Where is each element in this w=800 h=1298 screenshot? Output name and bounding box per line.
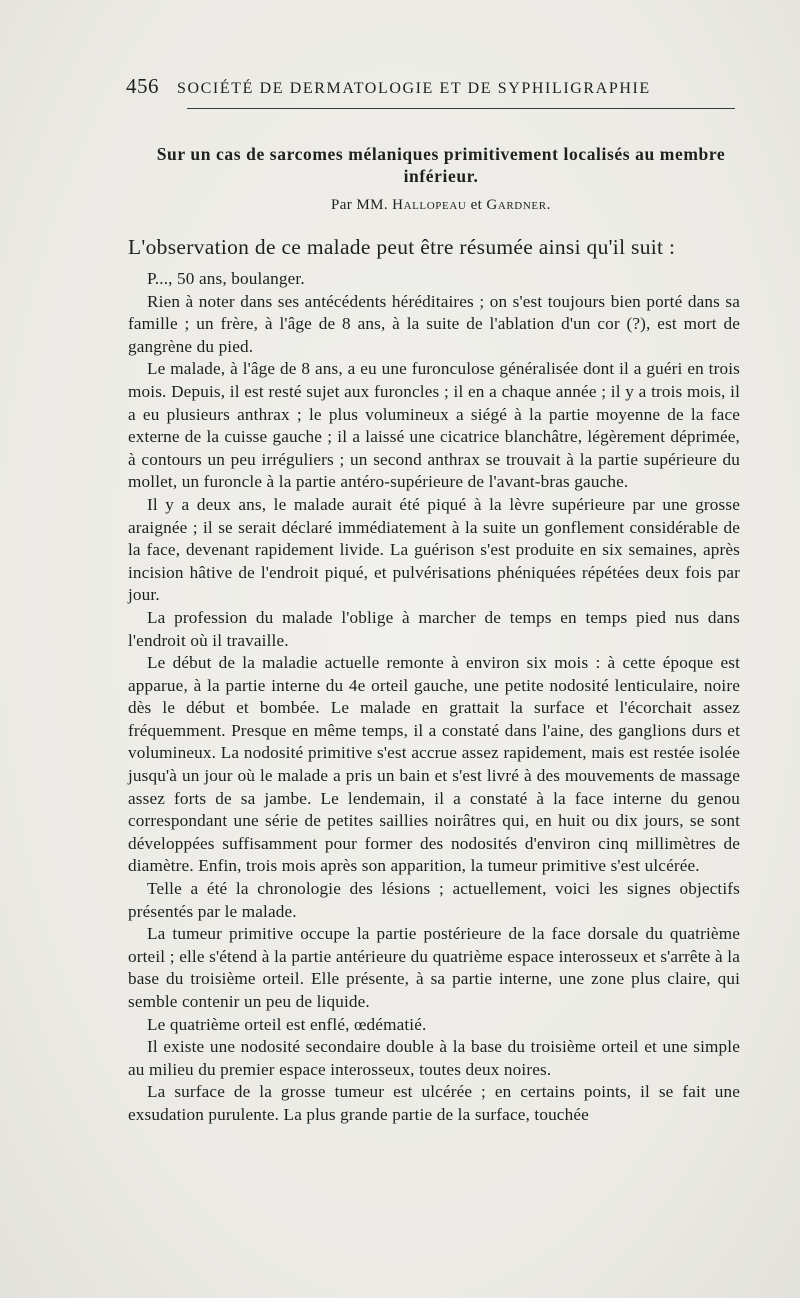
paragraph-fourth-toe: Le quatrième orteil est enflé, œdématié. xyxy=(147,1014,427,1034)
article-authors xyxy=(128,197,754,214)
paragraph-spider-bite: Il y a deux ans, le malade aurait été piqué à la lèvre supérieure par une grosse araignée ; il se serait déclaré immédiatement à la suite un gonflement considérable de la face, devenant rapidement livide. La guérison s'est produite en six semaines, après incision hâtive de l'endroit piqué, et pulvérisations phéniquées répétées deux fois par jour. xyxy=(128,494,740,605)
paragraph-secondary-nodules: Il existe une nodosité secondaire double à la base du troisième orteil et une simple au milieu du premier espace interosseux, toutes deux noires. xyxy=(128,1037,740,1079)
authors-prefix: Par MM. xyxy=(331,197,388,213)
page-header xyxy=(126,74,736,100)
page-number: 456 xyxy=(126,74,159,98)
paragraph-chronology: Telle a été la chronologie des lésions ; actuellement, voici les signes objectifs présentés par le malade. xyxy=(128,879,740,921)
lead-sentence: L'observation de ce malade peut être résumée ainsi qu'il suit : xyxy=(128,235,676,259)
author-gardner: Gardner. xyxy=(486,197,551,213)
article-body xyxy=(128,268,740,1127)
author-hallopeau: Hallopeau xyxy=(392,197,467,213)
article-title: Sur un cas de sarcomes mélaniques primitivement localisés au membre inférieur. xyxy=(156,144,726,186)
paragraph-furunculosis: Le malade, à l'âge de 8 ans, a eu une furonculose généralisée dont il a guéri en trois mois. Depuis, il est resté sujet aux furoncles ; il en a chaque année ; il y a trois mois, il a eu plusieurs anthrax ; le plus volumineux a siégé à la partie moyenne de la face externe de la cuisse gauche ; il a laissé une cicatrice blanchâtre, légèrement déprimée, à contours un peu irréguliers ; un second anthrax se trouvait à la partie supérieure du mollet, un furoncle à la partie antéro-supérieure de l'avant-bras gauche. xyxy=(128,359,740,492)
paragraph-primary-tumor: La tumeur primitive occupe la partie postérieure de la face dorsale du quatrième orteil ; elle s'étend à la partie antérieure du quatrième espace interosseux et s'arrête à la base du troisième orteil. Elle présente, à sa partie interne, une zone plus claire, qui semble contenir un peu de liquide. xyxy=(128,924,740,1011)
header-rule xyxy=(187,108,735,109)
paragraph-patient: P..., 50 ans, boulanger. xyxy=(147,269,305,288)
paragraph-ulceration: La surface de la grosse tumeur est ulcérée ; en certains points, il se fait une exsudation purulente. La plus grande partie de la surface, touchée xyxy=(128,1082,740,1124)
paragraph-onset: Le début de la maladie actuelle remonte à environ six mois : à cette époque est apparue, à la partie interne du 4e orteil gauche, une petite nodosité lenticulaire, noire dès le début et bombée. Le malade en grattait la surface et l'écorchait assez fréquemment. Presque en même temps, il a constaté dans l'aine, des ganglions durs et volumineux. La nodosité primitive s'est accrue assez rapidement, mais est restée isolée jusqu'à un jour où le malade a pris un bain et s'est livré à des mouvements de massage assez forts de sa jambe. Le lendemain, il a constaté à la face interne du genou correspondant une série de petites saillies noirâtres qui, en huit ou dix jours, se sont développées suffisamment pour former des nodosités d'environ cinq millimètres de diamètre. Enfin, trois mois après son apparition, la tumeur primitive s'est ulcérée. xyxy=(128,653,740,876)
running-title: SOCIÉTÉ DE DERMATOLOGIE ET DE SYPHILIGRAPHIE xyxy=(177,80,651,97)
authors-join: et xyxy=(470,197,483,213)
paragraph-profession: La profession du malade l'oblige à marcher de temps en temps pied nus dans l'endroit où il travaille. xyxy=(128,607,740,650)
paragraph-heredity: Rien à noter dans ses antécédents héréditaires ; on s'est toujours bien porté dans sa famille ; un frère, à l'âge de 8 ans, à la suite de l'ablation d'un cor (?), est mort de gangrène du pied. xyxy=(128,291,740,356)
